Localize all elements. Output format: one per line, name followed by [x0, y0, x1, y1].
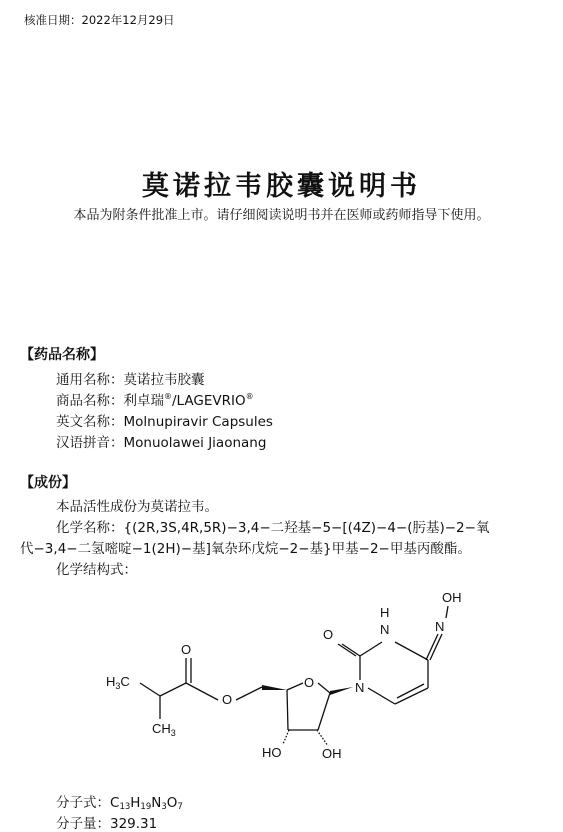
atom-o-carbonyl: O — [323, 627, 334, 642]
generic-name-value: 莫诺拉韦胶囊 — [123, 372, 205, 388]
trade-name-en: /LAGEVRIO — [172, 393, 246, 409]
structure-atom-labels — [106, 590, 462, 761]
atom-o-sugar: O — [304, 675, 315, 690]
molecular-weight-label: 分子量： — [56, 816, 110, 832]
english-name-row — [56, 410, 273, 430]
trade-name-cn: 利卓瑞 — [123, 393, 164, 409]
label-h3c: $H_3C$ — [106, 674, 130, 691]
active-ingredient: 本品活性成份为莫诺拉韦。 — [56, 499, 218, 515]
trade-name-row — [56, 389, 254, 409]
atom-oh-top: OH — [442, 590, 462, 605]
label-oh-right: OH — [322, 746, 342, 761]
chemical-name-line-2: 代−3,4−二氢嘧啶−1(2H)−基]氧杂环戊烷−2−基}甲基−2−甲基丙酸酯。 — [20, 541, 471, 557]
atom-nh-h: H — [380, 605, 390, 620]
generic-name-row — [56, 368, 205, 388]
pinyin-value: Monuolawei Jiaonang — [123, 435, 267, 451]
document-title: 莫诺拉韦胶囊说明书 — [142, 171, 421, 202]
chemical-structure-diagram — [90, 576, 480, 776]
registered-mark: ® — [164, 392, 172, 401]
molecular-formula: $C_{13}H_{19}N_3O_7$ — [110, 795, 183, 812]
registered-mark-2: ® — [245, 392, 254, 401]
english-name-value: Molnupiravir Capsules — [123, 414, 273, 430]
molecular-weight-row — [56, 812, 157, 832]
generic-name-label: 通用名称： — [56, 372, 124, 388]
atom-n-ring: N — [355, 680, 365, 695]
structure-bonds — [140, 606, 448, 746]
english-name-label: 英文名称： — [56, 414, 124, 430]
pinyin-row — [56, 431, 266, 451]
trade-name-label: 商品名称： — [56, 393, 124, 409]
section-heading-composition: 【成份】 — [20, 475, 76, 491]
molecular-weight-value: 329.31 — [110, 816, 158, 832]
atom-n-oxime: N — [435, 619, 445, 634]
atom-o-ester: O — [222, 692, 233, 707]
label-ch3: $CH_3$ — [152, 721, 176, 738]
approval-notice: 本品为附条件批准上市。请仔细阅读说明书并在医师或药师指导下使用。 — [73, 208, 490, 223]
pinyin-label: 汉语拼音： — [56, 435, 124, 451]
structure-label: 化学结构式： — [56, 562, 137, 578]
atom-o-ester-carbonyl: O — [181, 642, 192, 657]
section-heading-drug-name: 【药品名称】 — [20, 347, 104, 363]
label-ho-left: HO — [262, 745, 282, 760]
approval-date: 核准日期：2022年12月29日 — [24, 13, 175, 27]
molecular-formula-label: 分子式： — [56, 795, 110, 811]
molecular-formula-row — [56, 791, 183, 812]
atom-nh-n: N — [380, 622, 390, 637]
chemical-name-line-1: 化学名称：{(2R,3S,4R,5R)−3,4−二羟基−5−[(4Z)−4−(肟基)−2−氧 — [56, 520, 490, 536]
